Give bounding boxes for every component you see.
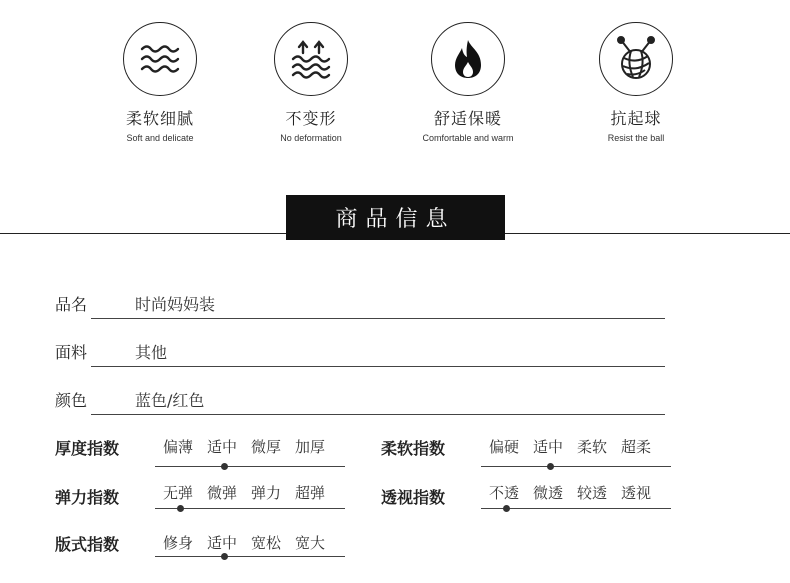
info-value: 时尚妈妈装: [135, 295, 216, 314]
index-option: 无弹: [163, 484, 194, 502]
index-fit: [55, 532, 355, 572]
feature-title: 抗起球: [610, 109, 662, 128]
index-option: 适中: [533, 438, 564, 456]
index-scale-line: [481, 466, 671, 467]
index-label: 柔软指数: [381, 439, 446, 458]
index-label: 版式指数: [55, 535, 120, 554]
info-value: 蓝色/红色: [135, 391, 205, 410]
info-row-color: [55, 388, 665, 418]
index-scale-line: [155, 466, 345, 467]
index-marker: [177, 505, 184, 512]
index-option: 超弹: [295, 484, 326, 502]
index-label: 透视指数: [381, 488, 446, 507]
index-transparency: [381, 482, 681, 522]
waves-arrows-icon: [274, 22, 348, 96]
divider: [91, 414, 665, 415]
feature-title: 不变形: [285, 109, 337, 128]
index-option: 宽松: [251, 534, 282, 552]
feature-subtitle: No deformation: [280, 133, 342, 143]
index-option: 较透: [577, 484, 608, 502]
index-option: 适中: [207, 438, 238, 456]
index-label: 弹力指数: [55, 488, 120, 507]
index-option: 修身: [163, 534, 194, 552]
index-option: 微透: [533, 484, 564, 502]
index-option: 加厚: [295, 438, 326, 456]
info-row-name: [55, 292, 665, 322]
section-title: 商品信息: [286, 195, 505, 240]
index-thickness: [55, 436, 355, 476]
index-marker: [503, 505, 510, 512]
feature-subtitle: Resist the ball: [607, 133, 665, 143]
waves-icon: [123, 22, 197, 96]
feature-title: 舒适保暖: [433, 109, 502, 128]
info-value: 其他: [135, 343, 168, 362]
index-option: 弹力: [251, 484, 282, 502]
feature-anti-pill: [561, 22, 711, 143]
index-option: 适中: [207, 534, 238, 552]
index-option: 柔软: [577, 438, 608, 456]
index-option: 偏硬: [489, 438, 520, 456]
index-marker: [221, 463, 228, 470]
index-label: 厚度指数: [55, 439, 120, 458]
index-marker: [547, 463, 554, 470]
feature-title: 柔软细腻: [125, 109, 194, 128]
index-elasticity: [55, 482, 355, 522]
index-option: 超柔: [621, 438, 652, 456]
feature-soft: [85, 22, 235, 143]
index-scale-line: [155, 556, 345, 557]
index-option: 透视: [621, 484, 652, 502]
info-label: 品名: [55, 295, 88, 314]
index-option: 微厚: [251, 438, 282, 456]
feature-subtitle: Comfortable and warm: [422, 133, 514, 143]
index-option: 偏薄: [163, 438, 194, 456]
feature-no-deform: [236, 22, 386, 143]
feature-subtitle: Soft and delicate: [126, 133, 194, 143]
flame-icon: [431, 22, 505, 96]
index-option: 宽大: [295, 534, 326, 552]
index-option: 不透: [489, 484, 520, 502]
info-label: 面料: [55, 343, 88, 362]
yarn-ball-icon: [599, 22, 673, 96]
index-option: 微弹: [207, 484, 238, 502]
divider: [91, 366, 665, 367]
index-softness: [381, 436, 681, 476]
divider: [91, 318, 665, 319]
info-row-fabric: [55, 340, 665, 370]
info-label: 颜色: [55, 391, 88, 410]
index-marker: [221, 553, 228, 560]
feature-warm: [393, 22, 543, 143]
